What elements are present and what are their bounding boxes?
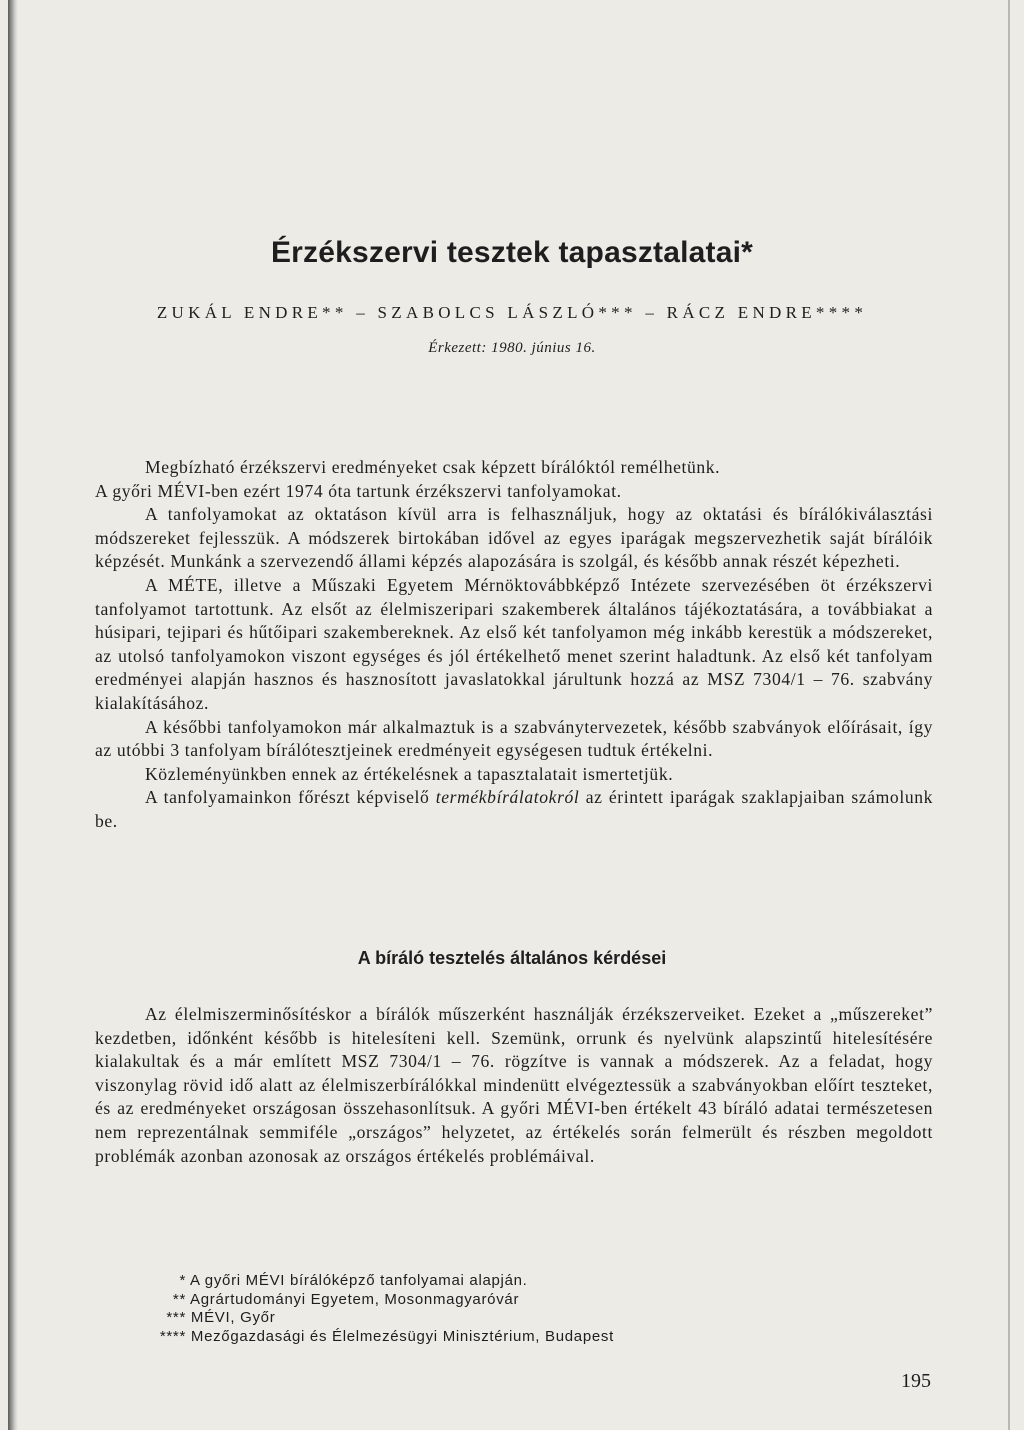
paragraph-text: A tanfolyamainkon főrészt képviselő: [145, 787, 436, 808]
footnote: [134, 1309, 854, 1328]
footnote-mark: *: [179, 1272, 186, 1289]
footnote-mark: **: [172, 1290, 186, 1308]
section-body: [95, 1003, 933, 1168]
received-date: Érkezett: 1980. június 16.: [428, 340, 596, 356]
paragraph: Közleményünkben ennek az értékelésnek a tapasztalatait ismertetjük.: [145, 763, 674, 784]
paragraph: Az élelmiszerminősítéskor a bírálók műszerként használják érzékszerveiket. Ezeket a „műszereket” kezdetben, időnként később is hitelesíteni kell. Szemünk, orrunk és nyelvünk alapszintű hitelesítésére kialakultak és a már említett MSZ 7304/1 – 76. rögzítve is vannak a módszerek. Az a feladat, hogy viszonylag rövid idő alatt az élelmiszerbírálókkal mindenütt elvégeztessük a szabványokban előírt teszteket, és az eredményeket országosan összehasonlítsuk. A győri MÉVI-ben értékelt 43 bíráló adatai természetesen nem reprezentálnak semmiféle „országos” helyzetet, az értékelés során felmerült és részben megoldott problémák azonban azonosak az országos értékelés problémáival.: [95, 1004, 933, 1166]
footnote: [134, 1328, 854, 1347]
footnote-text: MÉVI, Győr: [190, 1309, 276, 1326]
article-authors: ZUKÁL ENDRE** – SZABOLCS LÁSZLÓ*** – RÁCZ ENDRE****: [156, 303, 868, 322]
footnote-text: A győri MÉVI bírálóképző tanfolyamai alapján.: [190, 1272, 528, 1289]
paragraph: Megbízható érzékszervi eredményeket csak képzett bírálóktól remélhetünk.: [145, 457, 721, 477]
footnote-mark: ***: [166, 1309, 186, 1326]
emphasized-term: termékbírálatokról: [435, 787, 580, 808]
footnote-text: Mezőgazdasági és Élelmezésügyi Minisztérium, Budapest: [190, 1327, 614, 1345]
paragraph: A győri MÉVI-ben ezért 1974 óta tartunk érzékszervi tanfolyamokat.: [95, 480, 622, 501]
article-title: Érzékszervi tesztek tapasztalatai*: [270, 236, 754, 269]
paragraph: A későbbi tanfolyamokon már alkalmaztuk is a szabványtervezetek, később szabványok előírásait, így az utóbbi 3 tanfolyam bírálótesztjeinek eredményeit egységesen tudtuk értékelni.: [95, 716, 933, 761]
intro-body: [95, 456, 933, 834]
footnote: [134, 1272, 854, 1291]
footnotes: [134, 1272, 854, 1346]
footnote: [134, 1291, 854, 1310]
paragraph: A MÉTE, illetve a Műszaki Egyetem Mérnöktovábbképző Intézete szervezésében öt érzékszervi tanfolyamot tartottunk. Az elsőt az élelmiszeripari szakemberek általános tájékoztatására, a továbbiakat a húsipari, tejipari és hűtőipari szakembereknek. Az első két tanfolyamon még inkább kerestük a módszereket, az utolsó tanfolyamokon viszont egységes és jól értékelhető menet szerint haladtunk. Az első két tanfolyam eredményei alapján hasznos és hasznosított javaslatokkal járultunk hozzá az MSZ 7304/1 – 76. szabvány kialakításához.: [95, 574, 933, 713]
paragraph-text: az érintett iparágak szaklapjaiban számolunk be.: [95, 787, 934, 831]
page-edge-line: [1008, 0, 1010, 1430]
footnote-text: Agrártudományi Egyetem, Mosonmagyaróvár: [190, 1290, 520, 1308]
paragraph: A tanfolyamokat az oktatáson kívül arra is felhasználjuk, hogy az oktatási és bírálókiválasztási módszereket fejlesszük. A módszerek birtokában idővel az egyes iparágak megszervezhetik saját bírálóik képzését. Munkánk a szervezendő állami képzés alapozására is szolgál, és később annak részét képezheti.: [95, 504, 933, 572]
page-number: 195: [901, 1370, 931, 1392]
footnote-mark: ****: [159, 1327, 186, 1345]
paragraph: [95, 786, 933, 833]
section-heading: A bíráló tesztelés általános kérdései: [357, 948, 667, 968]
binding-shadow: [8, 0, 18, 1430]
